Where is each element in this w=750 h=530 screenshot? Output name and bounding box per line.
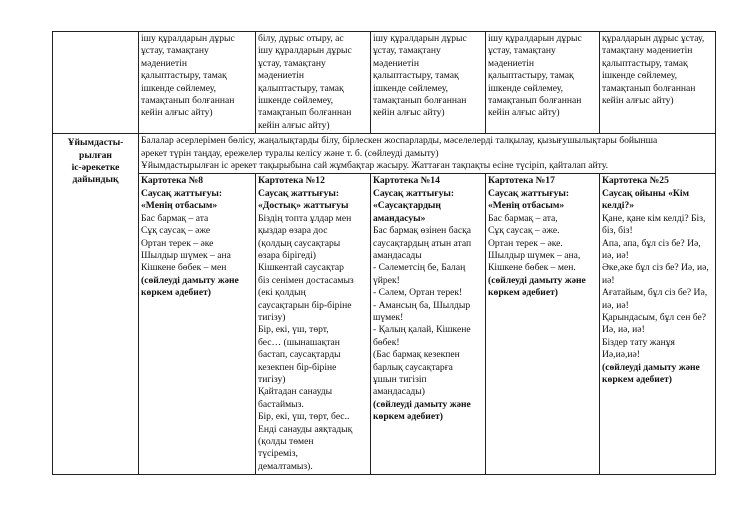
card-text-line: Кішкене бөбек – мен xyxy=(141,262,227,274)
card-cell-5 xyxy=(600,174,716,475)
card-text-line: түсіреміз, xyxy=(258,448,298,460)
card-text-line: Апа, апа, бұл сіз бе? Иә, xyxy=(602,237,701,249)
empty-label-cell xyxy=(53,32,139,134)
card-title: Картотека №8 xyxy=(141,175,204,187)
card-text-line: ұшын тигізіп xyxy=(373,373,427,385)
card-text-line: Бас бармақ – ата xyxy=(141,212,209,224)
cell-text-line: ішкенде сөйлемеу, xyxy=(602,70,677,82)
card-text-line: Саусақ жаттығуы: xyxy=(141,187,223,199)
card-text-line: Саусақ ойыны «Кім xyxy=(602,187,690,199)
card-text-line: иә, иә! xyxy=(602,299,629,311)
card-text-line: бастаймыз. xyxy=(258,398,304,410)
card-text-line: демалтамыз). xyxy=(258,460,313,472)
cell-text-line: ұстау, тамақтану xyxy=(258,57,326,69)
card-text-line: Қане, қане кім келді? Біз, xyxy=(602,212,706,224)
card-text-line: «Менің отбасым» xyxy=(488,200,565,212)
section-label-line: іс-әрекетке xyxy=(71,162,120,174)
card-text-line: «Саусақтардың xyxy=(373,200,441,212)
cell-text-line: кейін алғыс айту) xyxy=(141,107,213,119)
card-text-line: амандасуы» xyxy=(373,212,426,224)
card-cell-4 xyxy=(486,174,600,475)
card-text-line: (Бас бармақ кезекпен xyxy=(373,349,460,361)
cell-text-line: кейін алғыс айту) xyxy=(602,95,674,107)
cell-text-line: мәдениетін xyxy=(258,70,304,82)
cell-text-line: тамақтанып болғаннан xyxy=(373,95,467,107)
section-label xyxy=(53,134,139,475)
intro-text-line: Балалар әсерлерімен бөлісу, жаңалықтарды білу, бірлескен жоспарларды, мәселелерді талқылау, қызығушылықтары бойынша xyxy=(141,135,658,147)
top-cell-2 xyxy=(256,32,371,134)
cell-text-line: ішкенде сөйлемеу, xyxy=(373,82,448,94)
cell-text-line: қалыптастыру, тамақ xyxy=(258,82,344,94)
card-text-line: Бір, екі, үш, төрт, бес.. xyxy=(258,411,350,423)
section-label-line: Ұйымдасты- xyxy=(67,137,124,149)
card-text-line: (сөйлеуді дамыту және xyxy=(141,274,239,286)
card-text-line: көркем әдебиет) xyxy=(488,287,558,299)
cell-text-line: білу, дұрыс отыру, ас xyxy=(258,33,344,44)
table-row-cards xyxy=(53,174,716,475)
card-text-line: (қолдың саусақтары xyxy=(258,237,341,249)
intro-text-line: әрекет түрін таңдау, ережелер туралы келісу және т. б. (сөйлеуді дамыту) xyxy=(141,147,439,159)
top-cell-4 xyxy=(486,32,600,134)
cell-text-line: ұстау, тамақтану xyxy=(141,45,209,57)
cell-text-line: кейін алғыс айту) xyxy=(488,107,560,119)
card-text-line: бес… (шынашақтан xyxy=(258,336,340,348)
card-text-line: Біздің топта ұлдар мен xyxy=(258,212,352,224)
cell-text-line: ұстау, тамақтану xyxy=(488,45,556,57)
cell-text-line: ішу құралдарын дұрыс xyxy=(488,33,582,44)
card-text-line: Енді санауды аяқтадық xyxy=(258,423,353,435)
card-text-line: тигізу) xyxy=(258,311,286,323)
card-cell-1 xyxy=(139,174,256,475)
card-text-line: - Амансың ба, Шылдыр xyxy=(373,299,471,311)
card-text-line: Қайтадан санауды xyxy=(258,386,333,398)
cell-text-line: ішкенде сөйлемеу, xyxy=(141,82,216,94)
card-text-line: (сөйлеуді дамыту және xyxy=(602,361,700,373)
cell-text-line: тамақтанып болғаннан xyxy=(141,95,235,107)
card-text-line: көркем әдебиет) xyxy=(602,373,672,385)
card-text-line: барлық саусақтарға xyxy=(373,361,453,373)
card-text-line: кезекпен бір-біріне xyxy=(258,361,337,373)
intro-text-line: Ұйымдастырылған іс әрекет тақырыбына сай жұмбақтар жасыру. Жаттаған тақпақты есіне түсіріп, қайталап айту. xyxy=(141,160,608,172)
card-text-line: амандасады) xyxy=(373,386,425,398)
card-text-line: Ортан терек – әке. xyxy=(488,237,563,249)
card-text-line: біз, біз! xyxy=(602,225,633,237)
card-text-line: (қолды төмен xyxy=(258,436,314,447)
card-cell-3 xyxy=(371,174,486,475)
card-text-line: өзара бірігеді) xyxy=(258,249,316,261)
card-text-line: Сұқ саусақ – әже. xyxy=(488,225,560,237)
card-text-line: Иә,иә,иә! xyxy=(602,349,640,361)
card-cell-2 xyxy=(256,174,371,475)
card-text-line: Ағатайым, бұл сіз бе? Иә, xyxy=(602,287,708,299)
card-text-line: Бас бармақ өзінен басқа xyxy=(373,225,472,237)
cell-text-line: тамақтанып болғаннан xyxy=(602,82,696,94)
card-text-line: Біздер тату жанұя xyxy=(602,336,675,348)
card-text-line: бастап, саусақтарды xyxy=(258,349,341,361)
card-text-line: - Сәлем, Ортан терек! xyxy=(373,287,463,299)
card-text-line: Бас бармақ – ата, xyxy=(488,212,558,224)
card-text-line: бөбек! xyxy=(373,336,400,348)
card-text-line: Қарындасым, бұл сен бе? xyxy=(602,311,707,323)
cell-text-line: ішу құралдарын дұрыс xyxy=(373,33,467,44)
section-label-line: рылған xyxy=(79,149,112,161)
card-text-line: біз сенімен достасамыз xyxy=(258,274,354,286)
cell-text-line: тамақтану мәдениетін xyxy=(602,45,693,57)
cell-text-line: ішу құралдарын дұрыс xyxy=(141,33,235,44)
card-text-line: иә! xyxy=(602,274,615,286)
card-text-line: Бір, екі, үш, төрт, xyxy=(258,324,329,336)
section-intro xyxy=(139,134,716,174)
card-text-line: көркем әдебиет) xyxy=(373,411,443,423)
table-row-previous xyxy=(53,32,716,134)
card-text-line: «Достық» жаттығуы xyxy=(258,200,349,212)
cell-text-line: ішкенде сөйлемеу, xyxy=(258,95,333,107)
card-text-line: келді?» xyxy=(602,200,635,212)
card-text-line: Кішкене бөбек – мен. xyxy=(488,262,576,274)
card-text-line: - Сәлеметсің бе, Балаң xyxy=(373,262,466,274)
cell-text-line: кейін алғыс айту) xyxy=(373,107,445,119)
card-text-line: тигізу) xyxy=(258,373,286,385)
lesson-plan-table xyxy=(52,31,716,475)
card-text-line: саусақтарын бір-біріне xyxy=(258,299,352,311)
card-title: Картотека №25 xyxy=(602,175,669,187)
card-text-line: Шылдыр шүмек – ана xyxy=(141,249,231,261)
card-text-line: (екі қолдың xyxy=(258,287,306,299)
cell-text-line: құралдарын дұрыс ұстау, xyxy=(602,33,705,44)
cell-text-line: мәдениетін xyxy=(373,57,419,69)
cell-text-line: ішкенде сөйлемеу, xyxy=(488,82,563,94)
card-text-line: көркем әдебиет) xyxy=(141,287,211,299)
cell-text-line: тамақтанып болғаннан xyxy=(488,95,582,107)
card-text-line: (сөйлеуді дамыту және xyxy=(373,398,471,410)
cell-text-line: қалыптастыру, тамақ xyxy=(141,70,227,82)
cell-text-line: тамақтанып болғаннан xyxy=(258,107,352,119)
card-text-line: амандасады xyxy=(373,249,422,261)
card-title: Картотека №14 xyxy=(373,175,440,187)
card-title: Картотека №12 xyxy=(258,175,325,187)
card-text-line: Шылдыр шүмек – ана, xyxy=(488,249,581,261)
cell-text-line: қалыптастыру, тамақ xyxy=(602,57,688,69)
cell-text-line: кейін алғыс айту) xyxy=(258,119,330,131)
card-text-line: «Менің отбасым» xyxy=(141,200,218,212)
cell-text-line: мәдениетін xyxy=(488,57,534,69)
card-text-line: Кішкентай саусақтар xyxy=(258,262,344,274)
cell-text-line: қалыптастыру, тамақ xyxy=(488,70,574,82)
cell-text-line: ұстау, тамақтану xyxy=(373,45,441,57)
cell-text-line: мәдениетін xyxy=(141,57,187,69)
cell-text-line: ішу құралдарын дұрыс xyxy=(258,45,352,57)
top-cell-1 xyxy=(139,32,256,134)
top-cell-5 xyxy=(600,32,716,134)
table-row-intro xyxy=(53,134,716,174)
card-text-line: Саусақ жаттығуы: xyxy=(373,187,455,199)
card-text-line: Әке,әке бұл сіз бе? Иә, иә, xyxy=(602,262,709,274)
card-text-line: Ортан терек – әке xyxy=(141,237,214,249)
card-text-line: Иә, иә, иә! xyxy=(602,324,645,336)
card-text-line: саусақтардың атын атап xyxy=(373,237,472,249)
card-text-line: (сөйлеуді дамыту және xyxy=(488,274,586,286)
top-cell-3 xyxy=(371,32,486,134)
card-text-line: қыздар өзара дос xyxy=(258,225,328,237)
card-text-line: Сұқ саусақ – әже xyxy=(141,225,211,237)
cell-text-line: қалыптастыру, тамақ xyxy=(373,70,459,82)
card-title: Картотека №17 xyxy=(488,175,555,187)
card-text-line: - Қалың қалай, Кішкене xyxy=(373,324,471,336)
card-text-line: Саусақ жаттығуы: xyxy=(258,187,340,199)
card-text-line: шүмек! xyxy=(373,311,404,323)
section-label-line: дайындық xyxy=(72,174,119,186)
card-text-line: үйрек! xyxy=(373,274,400,286)
card-text-line: иә, иә! xyxy=(602,249,629,261)
card-text-line: Саусақ жаттығуы: xyxy=(488,187,570,199)
